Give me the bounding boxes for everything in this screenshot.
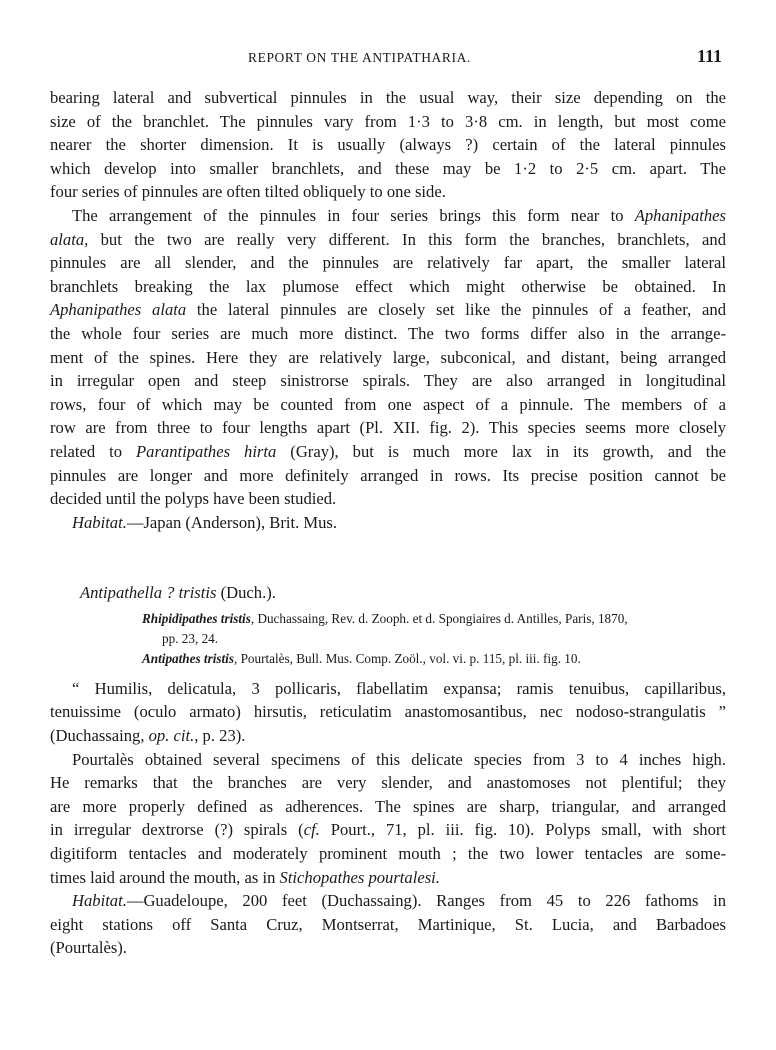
text-line	[50, 180, 726, 204]
text: rows, four of which may be counted from one aspect of a pinnule. The members of a	[50, 394, 726, 414]
text: are more properly defined as adherences. The spines are sharp, triangular, and arranged	[50, 796, 726, 816]
text: , Duchassaing, Rev. d. Zooph. et d. Spongiaires d. Antilles, Paris, 1870,	[250, 610, 628, 626]
text-line	[50, 346, 726, 370]
text-line	[50, 511, 726, 535]
text: The arrangement of the pinnules in four series brings this form near to	[72, 205, 635, 225]
page-body	[50, 86, 726, 960]
italic-text: Habitat.	[72, 512, 127, 532]
text: digitiform tentacles and moderately prominent mouth ; the two lower tentacles are some-	[50, 844, 726, 864]
text: —Japan (Anderson), Brit. Mus.	[126, 512, 338, 532]
text-line	[50, 251, 726, 275]
text-line	[50, 818, 726, 842]
text: , p. 23).	[194, 726, 246, 746]
italic-text: Antipathella ? tristis	[80, 583, 217, 603]
italic-text: Aphanipathes alata	[50, 300, 187, 320]
species-heading	[50, 581, 726, 605]
text-line	[50, 440, 726, 464]
text: —Guadeloupe, 200 feet (Duchassaing). Ranges from 45 to 226 fathoms in	[126, 891, 726, 911]
running-title: REPORT ON THE ANTIPATHARIA.	[248, 50, 471, 65]
text: pinnules are all slender, and the pinnules are relatively far apart, the smaller lateral	[50, 253, 726, 273]
italic-text: alata	[50, 229, 85, 249]
text-line	[142, 609, 726, 629]
text: ment of the spines. Here they are relatively large, subconical, and distant, being arranged	[50, 347, 726, 367]
text: tenuissime (oculo armato) hirsutis, reticulatim anastomosantibus, nec nodoso-strangulatis ”	[50, 702, 726, 722]
text-line	[50, 464, 726, 488]
text-line	[50, 416, 726, 440]
text: bearing lateral and subvertical pinnules in the usual way, their size depending on the	[50, 88, 726, 107]
italic-text: Habitat.	[72, 891, 127, 911]
paragraph	[50, 511, 726, 535]
text-line	[50, 369, 726, 393]
text-line	[50, 487, 726, 511]
page-number: 111	[697, 46, 723, 66]
synonymy-citations	[50, 609, 726, 669]
text-line	[50, 889, 726, 913]
text-line	[50, 724, 726, 748]
text: (Pourtalès).	[50, 938, 127, 958]
text: , but the two are really very different. In this form the branches, branchlets, and	[84, 229, 726, 249]
text-line	[50, 700, 726, 724]
text-line	[50, 110, 726, 134]
text-line	[50, 204, 726, 228]
paragraph	[50, 889, 726, 960]
text-line	[50, 393, 726, 417]
text-line	[50, 298, 726, 322]
text-line	[50, 913, 726, 937]
italic-text: Aphanipathes	[634, 205, 726, 225]
text: “ Humilis, delicatula, 3 pollicaris, flabellatim expansa; ramis tenuibus, capillaribus,	[72, 678, 726, 698]
text: size of the branchlet. The pinnules vary from 1·3 to 3·8 cm. in length, but most come	[50, 111, 726, 131]
text: related to	[50, 441, 137, 461]
text: Pourtalès obtained several specimens of this delicate species from 3 to 4 inches high.	[72, 749, 726, 769]
text-line	[50, 322, 726, 346]
text: branchlets breaking the lax plumose effect which might otherwise be obtained. In	[50, 276, 726, 296]
text-line	[50, 771, 726, 795]
text: pp. 23, 24.	[162, 630, 219, 646]
italic-text: op. cit.	[148, 726, 195, 746]
text: which develop into smaller branchlets, and these may be 1·2 to 2·5 cm. apart. The	[50, 158, 726, 178]
italic-text: Rhipidipathes tristis	[142, 610, 251, 626]
italic-text: Stichopathes pourtalesi.	[279, 867, 440, 887]
text-line	[50, 133, 726, 157]
text: , Pourtalès, Bull. Mus. Comp. Zoöl., vol. vi. p. 115, pl. iii. fig. 10.	[233, 650, 581, 666]
text-line	[50, 936, 726, 960]
paragraph	[50, 677, 726, 748]
text-line	[50, 228, 726, 252]
paragraph	[50, 86, 726, 204]
text-line	[142, 649, 726, 669]
italic-text: Parantipathes hirta	[136, 441, 277, 461]
text-line	[50, 748, 726, 772]
text: nearer the shorter dimension. It is usually (always ?) certain of the lateral pinnules	[50, 135, 726, 155]
text: row are from three to four lengths apart (Pl. XII. fig. 2). This species seems more closely	[50, 418, 726, 438]
text: in irregular dextrorse (?) spirals (	[50, 820, 304, 840]
text-line	[50, 842, 726, 866]
text: He remarks that the branches are very slender, and anastomoses not plentiful; they	[50, 773, 726, 793]
text-line	[50, 581, 726, 605]
text: times laid around the mouth, as in	[50, 867, 280, 887]
italic-text: Antipathes tristis	[142, 650, 234, 666]
text: (Duch.).	[216, 583, 276, 603]
text: in irregular open and steep sinistrorse spirals. They are also arranged in longitudinal	[50, 371, 726, 391]
text-line	[50, 86, 726, 110]
text-line	[50, 157, 726, 181]
text: the whole four series are much more distinct. The two forms differ also in the arrange-	[50, 323, 726, 343]
paragraph	[50, 748, 726, 890]
text: decided until the polyps have been studied.	[50, 489, 337, 509]
text: four series of pinnules are often tilted obliquely to one side.	[50, 182, 446, 202]
text-line	[50, 866, 726, 890]
text-line	[50, 677, 726, 701]
text-line	[50, 795, 726, 819]
running-header	[0, 46, 776, 70]
text: pinnules are longer and more definitely arranged in rows. Its precise position cannot be	[50, 465, 726, 485]
italic-text: cf.	[303, 820, 320, 840]
text: (Duchassaing,	[50, 726, 149, 746]
text: Pourt., 71, pl. iii. fig. 10). Polyps small, with short	[319, 820, 727, 840]
text: the lateral pinnules are closely set like the pinnules of a feather, and	[186, 300, 726, 320]
text: (Gray), but is much more lax in its growth, and the	[276, 441, 726, 461]
text: eight stations off Santa Cruz, Montserrat, Martinique, St. Lucia, and Barbadoes	[50, 914, 726, 934]
paragraph	[50, 204, 726, 511]
text-line	[142, 629, 726, 649]
text-line	[50, 275, 726, 299]
